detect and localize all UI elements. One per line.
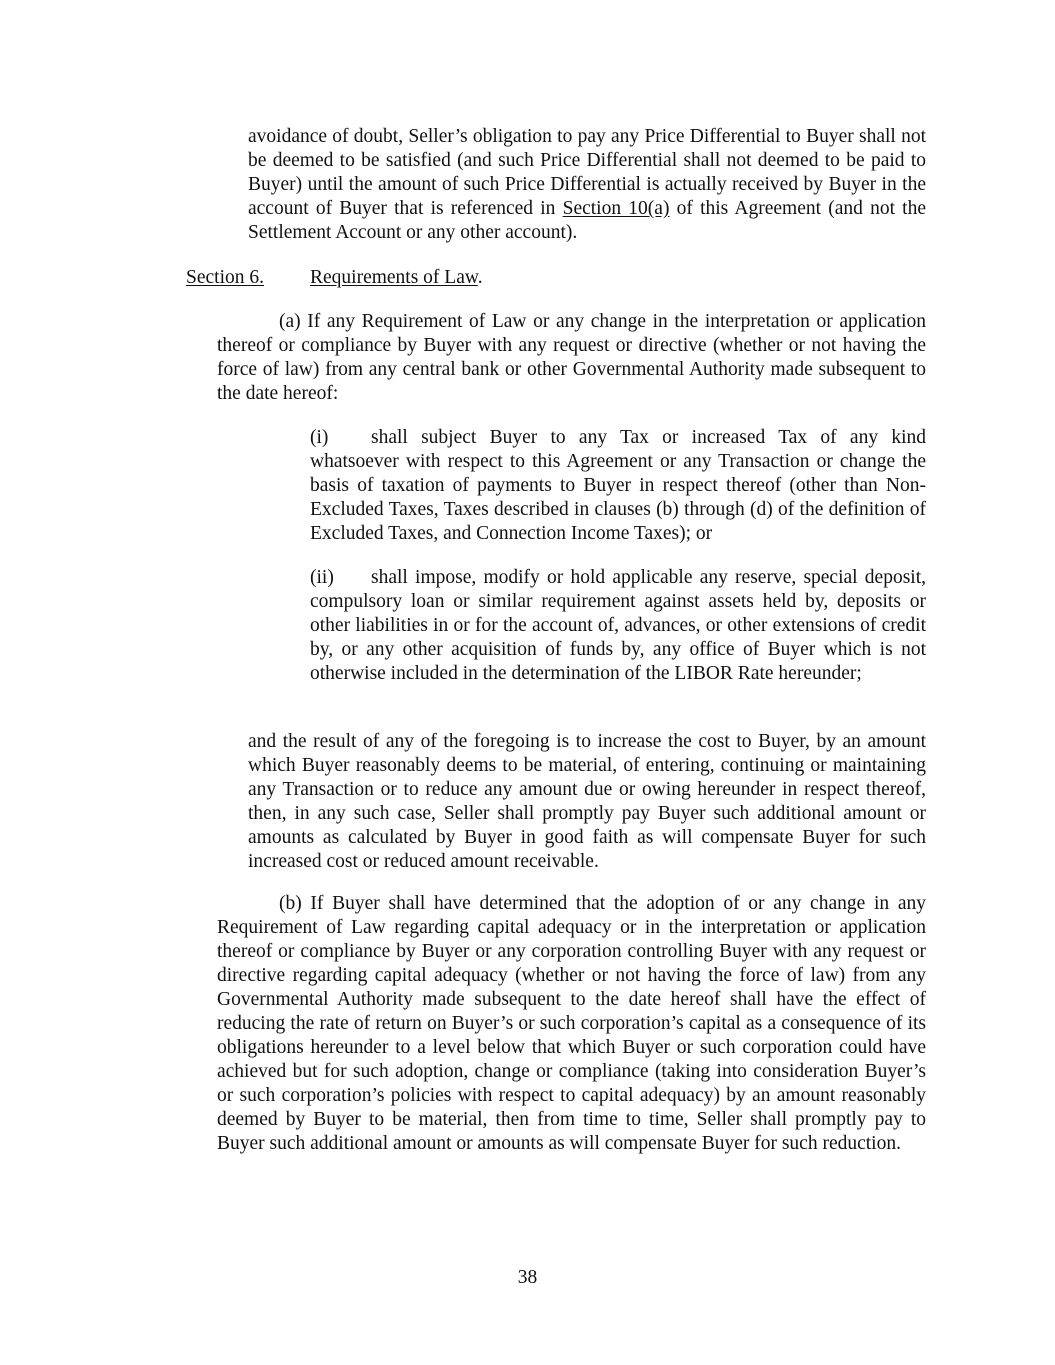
section-number: Section 6. [186,267,264,288]
continuation-text-after: of this Agreement (and not the Settlement Account or any other account). [248,198,927,243]
section-reference-link: Section 10(a) [562,198,670,219]
list-item-tag: (ii) [310,567,334,588]
section-title: Requirements of Law [310,267,478,288]
result-paragraph: and the result of any of the foregoing is to increase the cost to Buyer, by an amount which Buyer reasonably deems to be material, of entering, continuing or maintaining any Transaction or to reduce any amount due or owing hereunder in respect thereof, then, in any such case, Seller shall promptly pay Buyer such additional amount or amounts as calculated by Buyer in good faith as will compensate Buyer for such increased cost or reduced amount receivable. [248,731,926,872]
continuation-paragraph [248,125,926,245]
paragraph-a: (a) If any Requirement of Law or any change in the interpretation or application thereof or compliance by Buyer with any request or directive (whether or not having the force of law) from any central bank or other Governmental Authority made subsequent to the date hereof: [217,311,926,404]
list-item-ii [310,566,926,686]
continuation-text-before: avoidance of doubt, Seller’s obligation to pay any Price Differential to Buyer shall not be deemed to be satisfied (and such Price Differential shall not deemed to be paid to Buyer) until the amount of such Price Differential is actually received by Buyer in the account of Buyer that is referenced in [248,126,926,219]
list-item-tag: (i) [310,427,329,448]
list-item-text: shall impose, modify or hold applicable any reserve, special deposit, compulsory loan or similar requirement against assets held by, deposits or other liabilities in or for the account of, advances, or other extensions of credit by, or any other acquisition of funds by, any office of Buyer which is not otherwise included in the determination of the LIBOR Rate hereunder; [310,567,926,684]
section-title-period: . [477,267,483,288]
list-item-text: shall subject Buyer to any Tax or increased Tax of any kind whatsoever with respect to this Agreement or any Transaction or change the basis of taxation of payments to Buyer in respect thereof (other than Non-Excluded Taxes, Taxes described in clauses (b) through (d) of the definition of Excluded Taxes, and Connection Income Taxes); or [310,427,926,544]
paragraph-b: (b) If Buyer shall have determined that the adoption of or any change in any Requirement of Law regarding capital adequacy or in the interpretation or application thereof or compliance by Buyer or any corporation controlling Buyer with any request or directive regarding capital adequacy (whether or not having the force of law) from any Governmental Authority made subsequent to the date hereof shall have the effect of reducing the rate of return on Buyer’s or such corporation’s capital as a consequence of its obligations hereunder to a level below that which Buyer or such corporation could have achieved but for such adoption, change or compliance (taking into consideration Buyer’s or such corporation’s policies with respect to capital adequacy) by an amount reasonably deemed by Buyer to be material, then from time to time, Seller shall promptly pay to Buyer such additional amount or amounts as will compensate Buyer for such reduction. [217,893,926,1154]
section-heading [186,266,483,290]
page-number: 38 [517,1267,538,1288]
list-item-i [310,426,926,546]
